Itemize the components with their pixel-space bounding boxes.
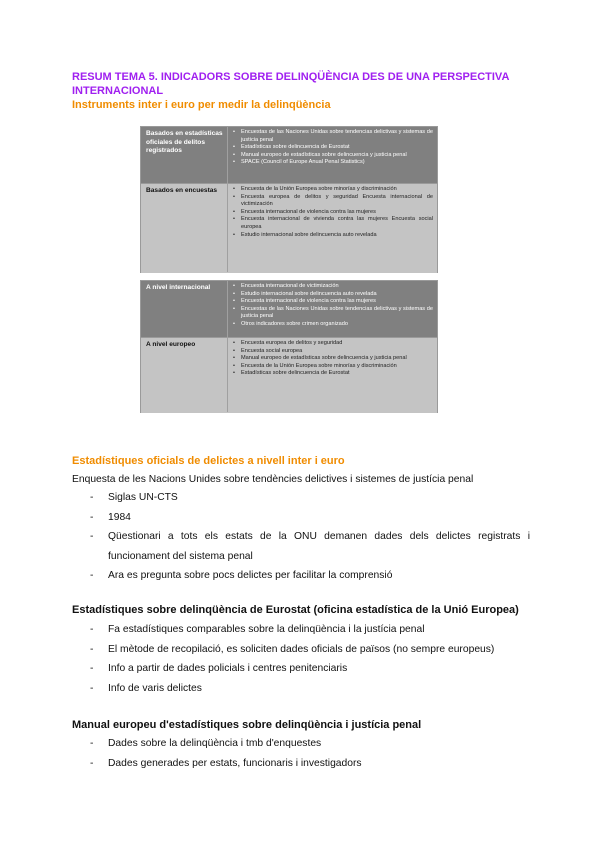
list-item: - Info a partir de dades policials i centres penitenciaris bbox=[90, 659, 530, 679]
list-item: • Estadísticas sobre delincuencia de Eurostat bbox=[233, 144, 433, 152]
table-divider bbox=[227, 127, 228, 272]
list-item: - Siglas UN-CTS bbox=[90, 488, 530, 508]
list-item: • Estadísticas sobre delincuencia de Eurostat bbox=[233, 370, 433, 378]
table1-row-items bbox=[233, 186, 433, 239]
list-item: • Manual europeo de estadísticas sobre delincuencia y justicia penal bbox=[233, 152, 433, 160]
list-item: • Encuesta de la Unión Europea sobre minorías y discriminación bbox=[233, 186, 433, 194]
list-item: - 1984 bbox=[90, 508, 530, 528]
list-item: • Encuesta europea de delitos y seguridad bbox=[233, 340, 433, 348]
instruments-subtitle: Instruments inter i euro per medir la delinqüència bbox=[72, 99, 331, 111]
list-item: • Manual europeo de estadísticas sobre delincuencia y justicia penal bbox=[233, 355, 433, 363]
european-manual-list bbox=[90, 734, 530, 773]
list-item: - El mètode de recopilació, es soliciten dades oficials de països (no sempre europeus) bbox=[90, 640, 530, 660]
list-item: - Dades generades per estats, funcionaris i investigadors bbox=[90, 754, 530, 774]
table2-row-international bbox=[141, 281, 437, 337]
list-item: • Otros indicadores sobre crimen organizado bbox=[233, 321, 433, 329]
table1-row-official-stats bbox=[141, 127, 437, 183]
table2-row-items bbox=[233, 340, 433, 378]
table2-row-items bbox=[233, 283, 433, 329]
section-heading-eurostat: Estadístiques sobre delinqüència de Eurostat (oficina estadística de la Unió Europea) bbox=[72, 604, 519, 616]
eurostat-list bbox=[90, 620, 530, 698]
table1-row-label: Basados en encuestas bbox=[146, 187, 218, 194]
section-heading-european-manual: Manual europeu d'estadístiques sobre delinqüència i justícia penal bbox=[72, 719, 422, 731]
list-item: - Ara es pregunta sobre pocs delictes per facilitar la comprensió bbox=[90, 566, 530, 586]
list-item: - Dades sobre la delinqüència i tmb d'enquestes bbox=[90, 734, 530, 754]
list-item: • Encuesta internacional de vivienda contra las mujeres Encuesta social europea bbox=[233, 216, 433, 231]
table1-row-items bbox=[233, 129, 433, 167]
table1-row-surveys bbox=[141, 184, 437, 273]
list-item: • Encuesta social europea bbox=[233, 348, 433, 356]
table-divider bbox=[227, 281, 228, 412]
list-item: • Estudio internacional sobre delincuencia auto revelada bbox=[233, 291, 433, 299]
list-item: - Info de varis delictes bbox=[90, 679, 530, 699]
list-item: • Encuesta internacional de violencia contra las mujeres bbox=[233, 209, 433, 217]
document-title: RESUM TEMA 5. INDICADORS SOBRE DELINQÜÈNCIA DES DE UNA PERSPECTIVA INTERNACIONAL bbox=[72, 71, 509, 97]
section-heading-official-stats: Estadístiques oficials de delictes a nivell inter i euro bbox=[72, 455, 345, 467]
table2-row-label: A nivel internacional bbox=[146, 284, 211, 291]
table2-row-european bbox=[141, 338, 437, 413]
list-item: • Encuesta internacional de victimización bbox=[233, 283, 433, 291]
section-intro-un-cts: Enquesta de les Nacions Unides sobre tendències delictives i sistemes de justícia penal bbox=[72, 474, 474, 485]
instruments-table-1 bbox=[140, 126, 438, 273]
list-item: • SPACE (Council of Europe Anual Penal Statistics) bbox=[233, 159, 433, 167]
list-item: - Fa estadístiques comparables sobre la delinqüència i la justícia penal bbox=[90, 620, 530, 640]
list-item: • Encuestas de las Naciones Unidas sobre tendencias delictivas y sistemas de justicia penal bbox=[233, 129, 433, 144]
list-item: • Estudio internacional sobre delincuencia auto revelada bbox=[233, 232, 433, 240]
instruments-table-2 bbox=[140, 280, 438, 413]
list-item: • Encuesta internacional de violencia contra las mujeres bbox=[233, 298, 433, 306]
table1-row-label: Basados en estadísticas oficiales de delitos registrados bbox=[146, 130, 223, 154]
table2-row-label: A nivel europeo bbox=[146, 341, 196, 348]
list-item: • Encuesta europea de delitos y seguridad Encuesta internacional de victimización bbox=[233, 194, 433, 209]
un-cts-list bbox=[90, 488, 530, 586]
list-item: • Encuesta de la Unión Europea sobre minorías y discriminación bbox=[233, 363, 433, 371]
table-divider bbox=[141, 337, 437, 338]
table-divider bbox=[141, 183, 437, 184]
list-item: • Encuestas de las Naciones Unidas sobre tendencias delictivas y sistemas de justicia penal bbox=[233, 306, 433, 321]
list-item: - Qüestionari a tots els estats de la ONU demanen dades dels delictes registrats i funcionament del sistema penal bbox=[90, 527, 530, 566]
